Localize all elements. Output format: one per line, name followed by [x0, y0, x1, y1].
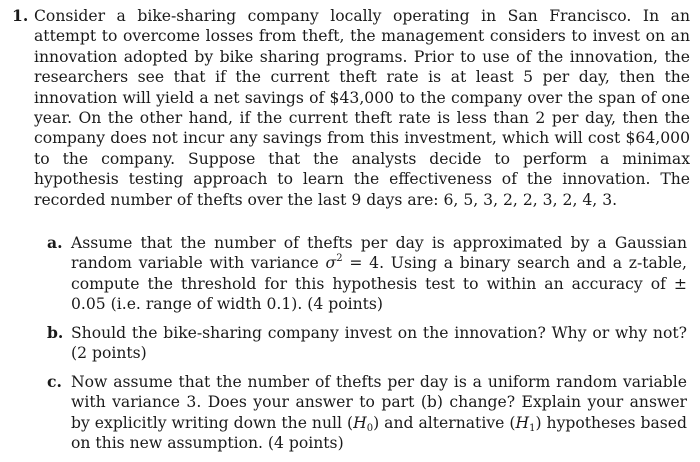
part-c: [47, 372, 687, 454]
h0-symbol: H: [353, 413, 367, 432]
part-b-label: b.: [47, 323, 64, 342]
subscript-0: 0: [366, 422, 374, 434]
part-c-label: c.: [47, 372, 62, 391]
sigma-symbol: σ: [325, 254, 337, 273]
part-a: [47, 233, 687, 315]
part-a-text: Assume that the number of thefts per day is approximated by a Gaussian random variable with variance $\sigma^2 = 4$. Using a binary search and a z-table, compute the threshold for this hypothesis test to within an accuracy of ± 0.05 (i.e. range of width 0.1). (4 points): [71, 234, 687, 314]
problem-number: 1.: [12, 6, 29, 25]
part-b: [47, 323, 687, 364]
exponent: 2: [336, 253, 343, 265]
problem-1: [12, 6, 690, 210]
problem-statement: Consider a bike-sharing company locally operating in San Francisco. In an attempt to overcome losses from theft, the management considers to invest on an innovation adopted by bike sharing programs. Prior to use of the innovation, the researchers see that if the current theft rate is at least 5 per day, then the innovation will yield a net savings of $43,000 to the company over the span of one year. On the other hand, if the current theft rate is less than 2 per day, then the company does not incur any savings from this investment, which will cost $64,000 to the company. Suppose that the analysts decide to perform a minimax hypothesis testing approach to learn the effectiveness of the innovation. The recorded number of thefts over the last 9 days are: 6, 5, 3, 2, 2, 3, 2, 4, 3.: [34, 7, 690, 209]
subscript-1: 1: [529, 422, 536, 434]
h1-symbol: H: [515, 413, 530, 432]
part-b-text: Should the bike-sharing company invest on the innovation? Why or why not? (2 points): [71, 324, 687, 363]
part-a-label: a.: [47, 233, 63, 252]
part-c-text: Now assume that the number of thefts per day is a uniform random variable with variance 3. Does your answer to part (b) change? Explain your answer by explicitly writing down the null (H0) and alternative (H1) hypotheses based on this new assumption. (4 points): [71, 373, 688, 453]
